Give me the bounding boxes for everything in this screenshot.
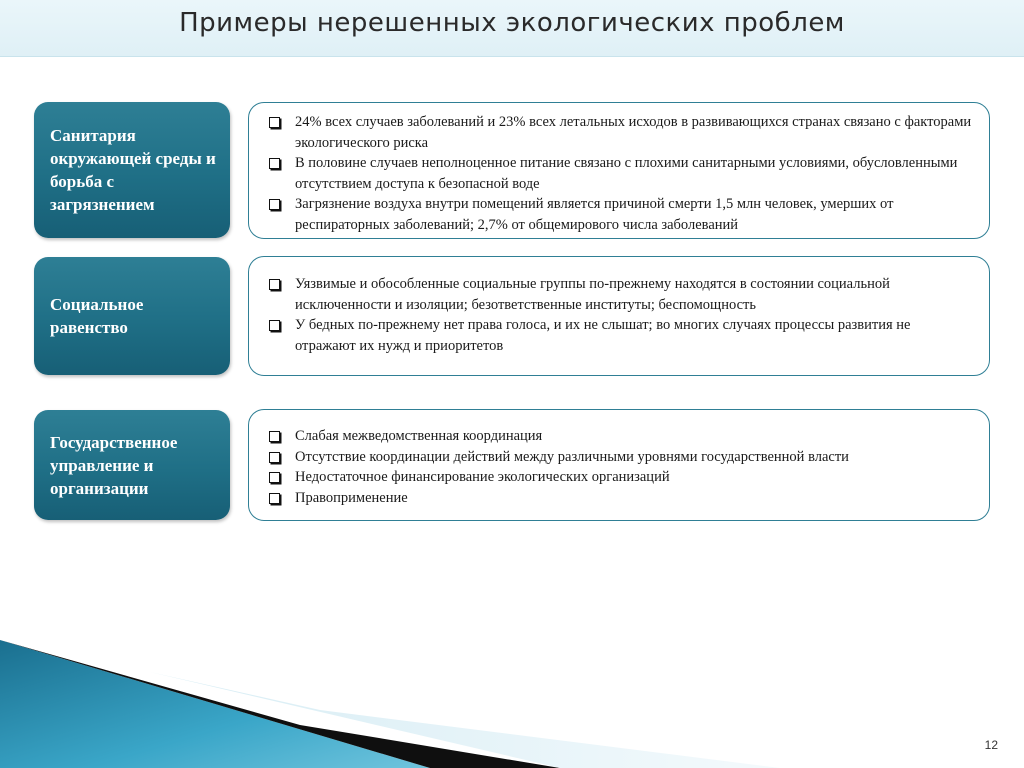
- bullet-list: [265, 274, 973, 356]
- checkbox-bullet-icon: [269, 472, 280, 483]
- bullet-list: [265, 426, 973, 508]
- decorative-swoosh: [0, 640, 1024, 768]
- checkbox-bullet-icon: [269, 117, 280, 128]
- checkbox-bullet-icon: [269, 431, 280, 442]
- category-label-text: Санитария окружающей среды и борьба с загрязнением: [50, 126, 216, 214]
- list-item: 24% всех случаев заболеваний и 23% всех летальных исходов в развивающихся странах связано с факторами экологического риска: [265, 112, 973, 153]
- category-label-text: Государственное управление и организации: [50, 432, 178, 498]
- checkbox-bullet-icon: [269, 199, 280, 210]
- checkbox-bullet-icon: [269, 493, 280, 504]
- list-item: У бедных по-прежнему нет права голоса, и их не слышат; во многих случаях процессы развития не отражают их нужд и приоритетов: [265, 315, 973, 356]
- list-item: Слабая межведомственная координация: [265, 426, 973, 447]
- list-item: Отсутствие координации действий между различными уровнями государственной власти: [265, 447, 973, 468]
- checkbox-bullet-icon: [269, 320, 280, 331]
- category-label-governance: [34, 410, 230, 520]
- checkbox-bullet-icon: [269, 452, 280, 463]
- list-item: Правоприменение: [265, 488, 973, 509]
- list-item: Уязвимые и обособленные социальные группы по-прежнему находятся в состоянии социальной исключенности и изоляции; безответственные институты; беспомощность: [265, 274, 973, 315]
- category-label-sanitation: [34, 102, 230, 238]
- category-label-social-equity: [34, 257, 230, 375]
- list-item: Загрязнение воздуха внутри помещений является причиной смерти 1,5 млн человек, умерших от респираторных заболеваний; 2,7% от общемирового числа заболеваний: [265, 194, 973, 235]
- checkbox-bullet-icon: [269, 158, 280, 169]
- list-item: Недостаточное финансирование экологических организаций: [265, 467, 973, 488]
- slide-header: [0, 0, 1024, 57]
- list-item: В половине случаев неполноценное питание связано с плохими санитарными условиями, обусловленными отсутствием доступа к безопасной воде: [265, 153, 973, 194]
- slide-title: Примеры нерешенных экологических проблем: [179, 8, 845, 38]
- content-box-social-equity: [248, 256, 990, 376]
- category-label-text: Социальное равенство: [50, 295, 144, 337]
- checkbox-bullet-icon: [269, 279, 280, 290]
- content-box-sanitation: [248, 102, 990, 239]
- content-box-governance: [248, 409, 990, 521]
- page-number: 12: [984, 738, 998, 752]
- bullet-list: [265, 112, 973, 235]
